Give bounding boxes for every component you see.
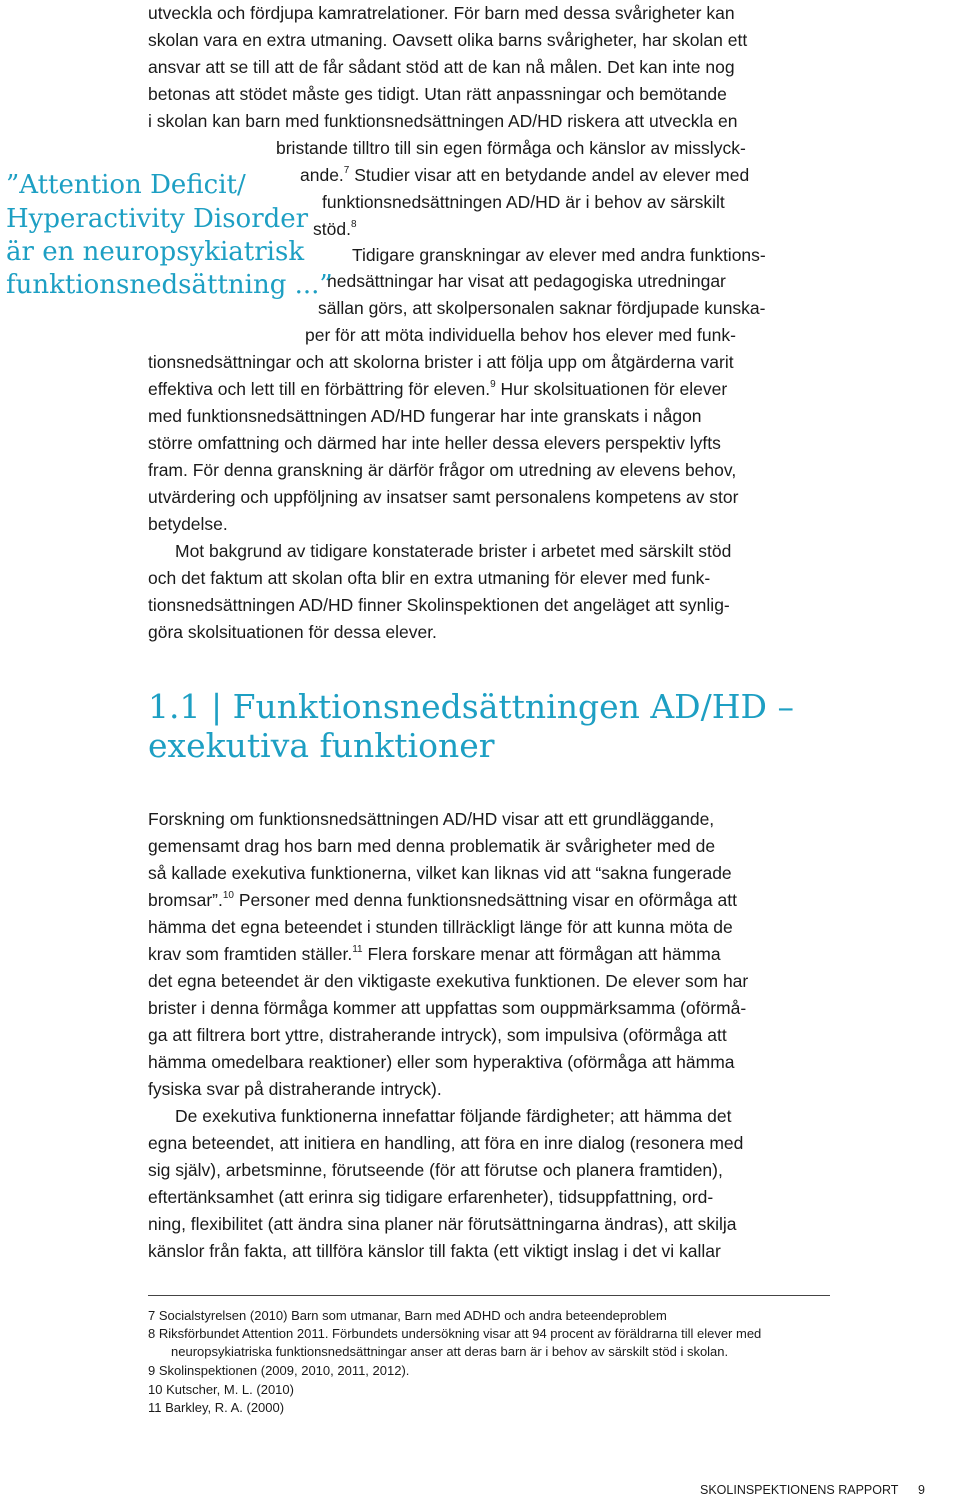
body-text-line: eftertänksamhet (att erinra sig tidigare erfarenheter), tidsuppfattning, ord- (148, 1187, 714, 1207)
footer-report-name: SKOLINSPEKTIONENS RAPPORT (700, 1483, 899, 1497)
body-text-line: stöd.$^8$ (313, 219, 357, 239)
body-text-line: bromsar”.$^{10}$ Personer med denna funktionsnedsättning visar en oförmåga att (148, 890, 737, 910)
body-text-line: effektiva och lett till en förbättring för eleven.$^9$ Hur skolsituationen för elever (148, 379, 728, 399)
page-number: 9 (918, 1483, 925, 1497)
body-text-line: ga att filtrera bort yttre, distraherande intryck), som impulsiva (oförmåga att (148, 1025, 727, 1045)
body-text-line: krav som framtiden ställer.$^{11}$ Flera forskare menar att förmågan att hämma (148, 944, 721, 964)
body-text-line: hämma det egna beteendet i stunden tillräckligt länge för att kunna möta de (148, 917, 733, 937)
body-text-line: större omfattning och därmed har inte heller dessa elevers perspektiv lyfts (148, 433, 721, 453)
body-text-line: gemensamt drag hos barn med denna problematik är svårigheter med de (148, 836, 716, 856)
body-text-line: per för att möta individuella behov hos elever med funk- (305, 325, 736, 345)
body-text-line: betonas att stödet måste ges tidigt. Utan rätt anpassningar och bemötande (148, 84, 727, 104)
body-text-line: skolan vara en extra utmaning. Oavsett olika barns svårigheter, har skolan ett (148, 30, 748, 50)
body-text-line: Tidigare granskningar av elever med andra funktions- (352, 245, 766, 265)
body-text-line: bristande tilltro till sin egen förmåga och känslor av misslyck- (276, 138, 746, 158)
section-heading: exekutiva funktioner (148, 726, 495, 765)
section-heading: 1.1 | Funktionsnedsättningen AD/HD – (148, 687, 794, 726)
body-text-line: och det faktum att skolan ofta blir en extra utmaning för elever med funk- (148, 568, 711, 588)
body-text-line: det egna beteendet är den viktigaste exekutiva funktionen. De elever som har (148, 971, 749, 991)
body-text-line: betydelse. (148, 514, 228, 534)
body-text-line: göra skolsituationen för dessa elever. (148, 622, 437, 642)
body-text-line: ansvar att se till att de får sådant stöd att de kan nå målen. Det kan inte nog (148, 57, 735, 77)
body-text-line: tionsnedsättningen AD/HD finner Skolinspektionen det angeläget att synlig- (148, 595, 730, 615)
footnote-divider (148, 1295, 830, 1296)
footnote: 11 Barkley, R. A. (2000) (148, 1400, 285, 1415)
body-text-line: ande.$^7$ Studier visar att en betydande andel av elever med (300, 165, 750, 185)
body-text-line: Forskning om funktionsnedsättningen AD/HD visar att ett grundläggande, (148, 809, 715, 829)
body-text-line: nedsättningar har visat att pedagogiska utredningar (327, 271, 726, 291)
footnote-ref: 8 (350, 219, 357, 230)
body-text-line: med funktionsnedsättningen AD/HD fungerar har inte granskats i någon (148, 406, 702, 426)
footnote-ref: 9 (490, 379, 496, 390)
body-text-line: sällan görs, att skolpersonalen saknar fördjupade kunska- (318, 298, 766, 318)
pull-quote-line: funktionsnedsättning ...” (6, 270, 333, 300)
pull-quote-line: Hyperactivity Disorder (6, 204, 309, 234)
body-text-line: utvärdering och uppföljning av insatser samt personalens kompetens av stor (148, 487, 739, 507)
body-text-line: så kallade exekutiva funktionerna, vilket kan liknas vid att “sakna fungerade (148, 863, 732, 883)
pull-quote-line: ”Attention Deficit/ (6, 170, 246, 200)
body-text-line: tionsnedsättningar och att skolorna brister i att följa upp om åtgärderna varit (148, 352, 734, 372)
footnote: 10 Kutscher, M. L. (2010) (148, 1382, 294, 1397)
body-text-line: i skolan kan barn med funktionsnedsättningen AD/HD riskera att utveckla en (148, 111, 738, 131)
footnote: 9 Skolinspektionen (2009, 2010, 2011, 2012). (148, 1363, 410, 1378)
footnote-ref: 11 (352, 944, 363, 955)
footnote-ref: 7 (343, 165, 350, 176)
footnote: 8 Riksförbundet Attention 2011. Förbundets undersökning visar att 94 procent av föräldrarna till elever med (148, 1326, 762, 1341)
body-text-line: egna beteendet, att initiera en handling, att föra en inre dialog (resonera med (148, 1133, 744, 1153)
body-text-line: ning, flexibilitet (att ändra sina planer när förutsättningarna ändras), att skilja (148, 1214, 737, 1234)
footnote-ref: 10 (222, 890, 234, 901)
body-text-line: hämma omedelbara reaktioner) eller som hyperaktiva (oförmåga att hämma (148, 1052, 735, 1072)
body-text-line: fysiska svar på distraherande intryck). (148, 1079, 442, 1099)
footnote: neuropsykiatriska funktionsnedsättningar anser att deras barn är i behov av särskilt stöd i skolan. (171, 1344, 729, 1359)
body-text-line: utveckla och fördjupa kamratrelationer. För barn med dessa svårigheter kan (148, 3, 735, 23)
body-text-line: fram. För denna granskning är därför frågor om utredning av elevens behov, (148, 460, 737, 480)
body-text-line: brister i denna förmåga kommer att uppfattas som ouppmärksamma (oförmå- (148, 998, 747, 1018)
body-text-line: funktionsnedsättningen AD/HD är i behov av särskilt (322, 192, 725, 212)
pull-quote-line: är en neuropsykiatrisk (6, 237, 305, 267)
body-text-line: De exekutiva funktionerna innefattar följande färdigheter; att hämma det (175, 1106, 732, 1126)
body-text-line: känslor från fakta, att tillföra känslor till fakta (ett viktigt inslag i det vi kallar (148, 1241, 721, 1261)
footnote: 7 Socialstyrelsen (2010) Barn som utmanar, Barn med ADHD och andra beteendeproblem (148, 1308, 667, 1323)
body-text-line: Mot bakgrund av tidigare konstaterade brister i arbetet med särskilt stöd (175, 541, 732, 561)
body-text-line: sig själv), arbetsminne, förutseende (för att förutse och planera framtiden), (148, 1160, 723, 1180)
